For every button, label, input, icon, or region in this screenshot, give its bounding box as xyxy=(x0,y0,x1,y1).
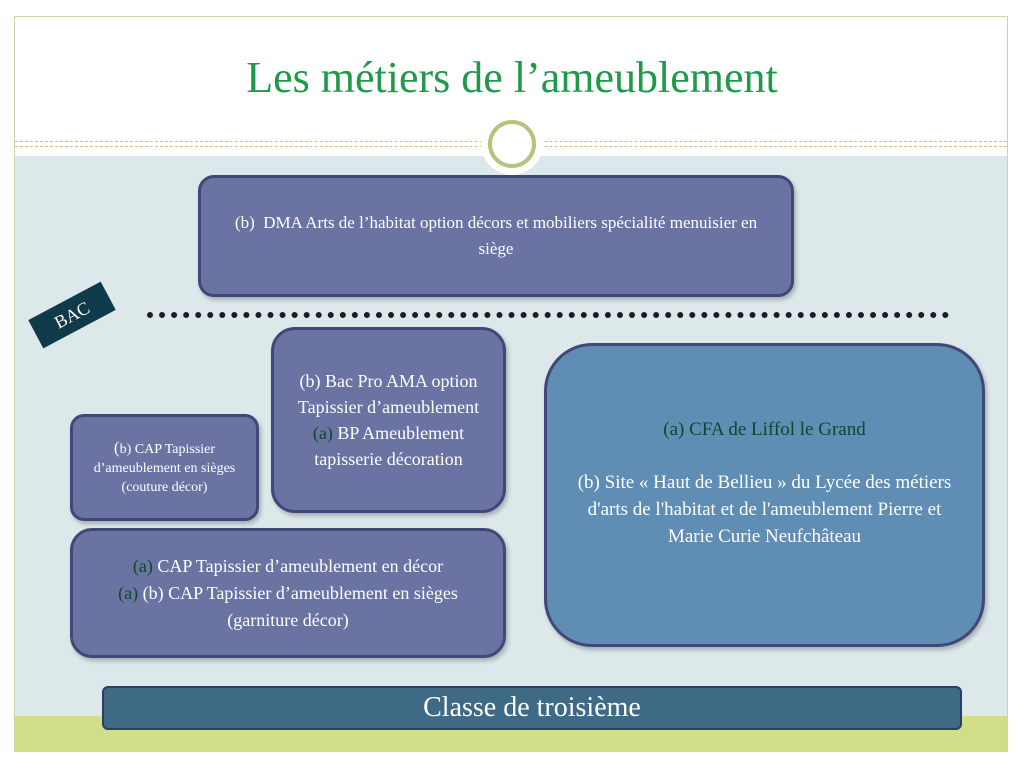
ring-ornament-inner xyxy=(488,120,536,168)
bac-separator-line xyxy=(147,312,949,322)
bac-pro-a-text: BP Ameublement tapisserie décoration xyxy=(314,423,465,469)
dma-prefix: (b) xyxy=(234,213,255,232)
cfa-line-b: (b) Site « Haut de Bellieu » du Lycée des métiers d'arts de l'habitat et de l'ameublement Pierre et Marie Curie Neufchâteau xyxy=(577,472,952,547)
bac-pro-a-marker: (a) xyxy=(312,423,333,443)
cap-couture-label: b) CAP Tapissier d’ameublement en sièges (couture décor) xyxy=(93,442,236,495)
cap-couture-box xyxy=(70,414,259,521)
cfa-line-a: (a) CFA de Liffol le Grand xyxy=(663,419,866,440)
cap-line-2-text: (b) CAP Tapissier d’ameublement en sièges (garniture décor) xyxy=(142,582,458,630)
cfa-box xyxy=(544,343,985,647)
cap-line-1 xyxy=(133,553,443,580)
dma-label: DMA Arts de l’habitat option décors et mobiliers spécialité menuisier en siège xyxy=(263,213,758,258)
bac-pro-line-b: (b) Bac Pro AMA option Tapissier d’ameublement xyxy=(297,371,480,417)
cap-a-marker-2: (a) xyxy=(118,582,139,603)
classe-de-troisieme-box: Classe de troisième xyxy=(102,686,962,730)
cap-couture-text xyxy=(79,438,250,497)
cap-a-marker-1: (a) xyxy=(132,555,153,576)
dma-box xyxy=(198,175,794,297)
bac-label: BAC xyxy=(28,282,115,349)
cap-box xyxy=(70,528,506,658)
cap-line-2 xyxy=(83,580,493,634)
bac-pro-box xyxy=(271,327,506,513)
cap-line-1-text: CAP Tapissier d’ameublement en décor xyxy=(157,555,444,576)
slide-title: Les métiers de l’ameublement xyxy=(246,53,778,102)
dma-text xyxy=(225,210,767,262)
bac-pro-line-a xyxy=(282,420,495,472)
cap-couture-paren: ( xyxy=(113,438,120,457)
